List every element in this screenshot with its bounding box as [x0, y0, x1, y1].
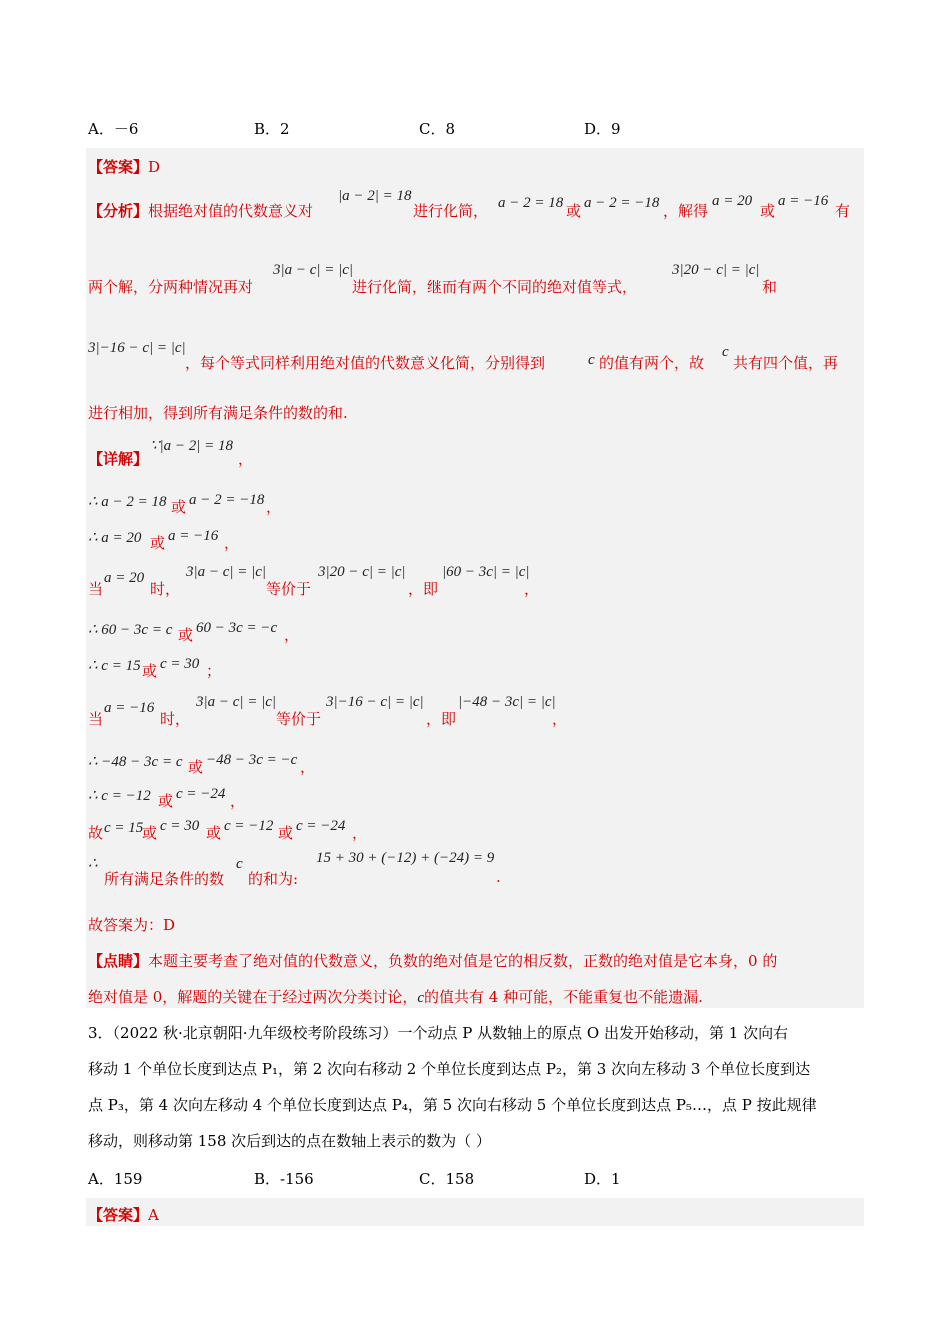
q3-choice-d: D．1: [584, 1170, 621, 1188]
math-expr: c = 30: [160, 818, 200, 834]
detail-text: 或: [278, 824, 294, 842]
math-expr: a − 2 = −18: [584, 195, 660, 211]
analysis-text: 或: [760, 202, 776, 220]
detail-text: ，: [238, 450, 254, 468]
detail-text: ，: [300, 758, 316, 776]
math-expr: 3|a − c| = |c|: [273, 262, 354, 278]
q3-line-3: 点 P₃，第 4 次向左移动 4 个单位长度到达点 P₄，第 5 次向右移动 5 个单位长度到达点 P₅…，点 P 按此规律: [88, 1096, 817, 1114]
analysis-text: 进行化简，: [413, 202, 489, 220]
comment-text: 绝对值是 0，解题的关键在于经过两次分类讨论，: [88, 988, 418, 1006]
math-expr: c = −24: [296, 818, 346, 834]
detail-text: ，: [230, 792, 246, 810]
detail-text: ，: [224, 534, 240, 552]
q3-answer-label: 【答案】: [88, 1206, 149, 1224]
math-expr: ∴: [88, 856, 98, 872]
math-expr: ∴ a − 2 = 18: [88, 494, 167, 510]
q3-choice-b: B．-156: [254, 1170, 314, 1188]
analysis-text: ，解得: [663, 202, 709, 220]
final-answer: 故答案为：D: [88, 916, 176, 934]
math-expr: |−48 − 3c| = |c|: [458, 694, 556, 710]
analysis-label: 【分析】: [88, 202, 149, 220]
comment-line-1: [88, 950, 777, 971]
detail-text: 或: [158, 792, 174, 810]
detail-label: 【详解】: [88, 450, 149, 468]
q3-line-1: 3．（2022 秋·北京朝阳·九年级校考阶段练习）一个动点 P 从数轴上的原点 O 出发开始移动，第 1 次向右: [88, 1024, 789, 1042]
math-expr: c: [236, 856, 243, 872]
analysis-line-1: [88, 200, 313, 221]
detail-text: 或: [171, 498, 187, 516]
math-expr: a = −16: [104, 700, 155, 716]
math-expr: a − 2 = −18: [189, 492, 265, 508]
math-expr: 3|a − c| = |c|: [186, 564, 267, 580]
detail-text: ，: [552, 710, 568, 728]
q3-line-4: 移动，则移动第 158 次后到达的点在数轴上表示的数为（ ）: [88, 1132, 491, 1150]
math-expr: ∴ c = 15: [88, 658, 141, 674]
detail-text: 所有满足条件的数: [104, 870, 225, 888]
math-expr: a = 20: [104, 570, 145, 586]
analysis-text: 根据绝对值的代数意义对: [148, 202, 314, 220]
math-expr: 3|20 − c| = |c|: [318, 564, 406, 580]
detail-text: ，即: [408, 580, 439, 598]
analysis-text: 和: [762, 278, 778, 296]
math-expr: a = −16: [168, 528, 219, 544]
choice-b: B．2: [254, 120, 290, 138]
analysis-text: 或: [566, 202, 582, 220]
math-expr: −48 − 3c = −c: [206, 752, 298, 768]
detail-text: .: [496, 868, 501, 886]
detail-text: 或: [150, 534, 166, 552]
q3-answer-line: [88, 1204, 159, 1225]
comment-text: 本题主要考查了绝对值的代数意义，负数的绝对值是它的相反数，正数的绝对值是它本身，0 的: [148, 952, 778, 970]
math-expr: c: [588, 352, 595, 368]
comment-label: 【点睛】: [88, 952, 149, 970]
comment-text: 的值共有 4 种可能，不能重复也不能遗漏.: [424, 988, 703, 1006]
math-expr: 3|−16 − c| = |c|: [326, 694, 424, 710]
math-expr: ∴ a = 20: [88, 530, 142, 546]
math-expr: 15 + 30 + (−12) + (−24) = 9: [316, 850, 495, 866]
answer-value: D: [148, 158, 161, 176]
math-expr: ∴ 60 − 3c = c: [88, 622, 173, 638]
detail-text: 或: [188, 758, 204, 776]
math-expr: ∴ −48 − 3c = c: [88, 754, 183, 770]
detail-text: 当: [88, 710, 104, 728]
detail-text: ，: [284, 626, 300, 644]
math-expr: |a − 2| = 18: [338, 188, 412, 204]
analysis-text: 的值有两个，故: [599, 354, 705, 372]
detail-text: ，: [524, 580, 540, 598]
detail-text: ，即: [426, 710, 457, 728]
analysis-text: 两个解，分两种情况再对: [88, 278, 254, 296]
math-expr: ∵|a − 2| = 18: [150, 438, 234, 454]
math-expr: a − 2 = 18: [498, 195, 564, 211]
answer-label: 【答案】: [88, 158, 149, 176]
q3-line-2: 移动 1 个单位长度到达点 P₁，第 2 次向右移动 2 个单位长度到达点 P₂，第 3 次向左移动 3 个单位长度到达: [88, 1060, 811, 1078]
math-expr: c: [722, 344, 729, 360]
math-expr: a = −16: [778, 193, 829, 209]
choice-c: C．8: [419, 120, 456, 138]
analysis-text: ，每个等式同样利用绝对值的代数意义化简，分别得到: [185, 354, 546, 372]
math-expr: c = −12: [224, 818, 274, 834]
detail-text: 或: [178, 626, 194, 644]
comment-line-2: [88, 986, 703, 1007]
math-expr: 3|−16 − c| = |c|: [88, 340, 186, 356]
detail-text: 时，: [160, 710, 191, 728]
q3-choice-c: C．158: [419, 1170, 475, 1188]
analysis-text: 进行化简，继而有两个不同的绝对值等式，: [352, 278, 638, 296]
answer-line: [88, 156, 160, 177]
math-expr: 3|a − c| = |c|: [196, 694, 277, 710]
analysis-text: 进行相加，得到所有满足条件的数的和.: [88, 404, 348, 422]
q3-choice-a: A．159: [88, 1170, 143, 1188]
analysis-text: 共有四个值，再: [733, 354, 839, 372]
choice-d: D．9: [584, 120, 621, 138]
detail-text: 或: [206, 824, 222, 842]
analysis-text: 有: [835, 202, 851, 220]
detail-text: 等价于: [276, 710, 322, 728]
detail-text: 时，: [150, 580, 181, 598]
choice-a: A．－6: [88, 120, 139, 138]
math-expr: c = 15: [104, 820, 144, 836]
math-expr: |60 − 3c| = |c|: [442, 564, 530, 580]
math-expr: 3|20 − c| = |c|: [672, 262, 760, 278]
q3-answer-block: [86, 1198, 864, 1226]
detail-text: 故: [88, 824, 104, 842]
detail-text: 的和为:: [248, 870, 299, 888]
q3-answer-value: A: [148, 1206, 159, 1224]
math-expr: a = 20: [712, 193, 753, 209]
math-expr: c = −24: [176, 786, 226, 802]
detail-text: 等价于: [266, 580, 312, 598]
detail-text: ，: [266, 498, 282, 516]
math-expr: 60 − 3c = −c: [196, 620, 278, 636]
detail-text: 或: [142, 662, 158, 680]
math-expr: ∴ c = −12: [88, 788, 151, 804]
detail-text: ；: [206, 662, 222, 680]
detail-text: 当: [88, 580, 104, 598]
math-expr: c: [417, 990, 424, 1006]
detail-text: ，: [352, 824, 368, 842]
detail-text: 或: [142, 824, 158, 842]
math-expr: c = 30: [160, 656, 200, 672]
